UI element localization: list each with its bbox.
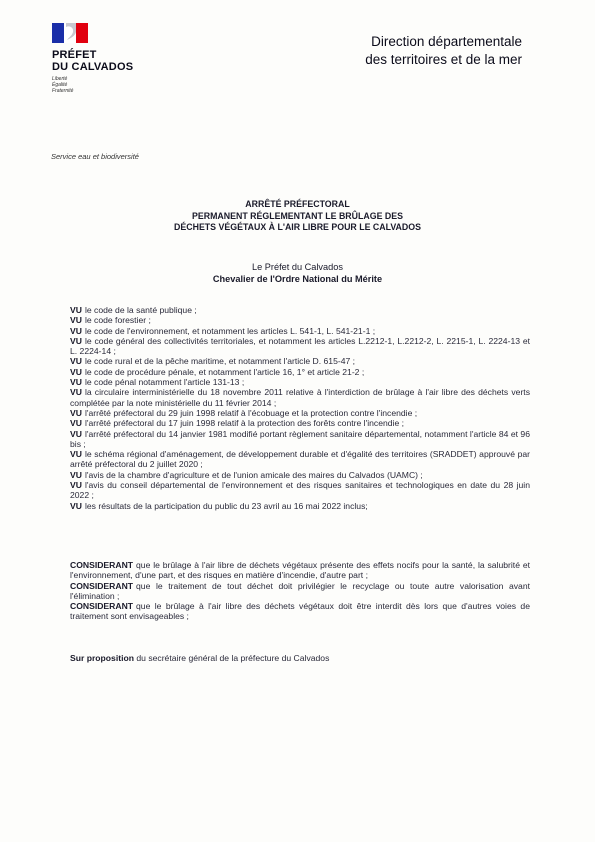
vu-item-text: l'arrêté préfectoral du 17 juin 1998 relatif à la protection des forêts contre l'incendie ; — [84, 418, 405, 429]
vu-item-text: la circulaire interministérielle du 18 novembre 2011 relative à l'interdiction de brûlage à l'air libre des déchets verts complétée par la note ministérielle du 11 février 2014 ; — [70, 387, 530, 408]
vu-item-text: le code de procédure pénale, et notamment l'article 16, 1° et article 21-2 ; — [84, 366, 365, 377]
motto-fraternite: Fraternité — [52, 88, 74, 94]
vu-item — [70, 501, 530, 511]
vu-item-text: le code de la santé publique ; — [84, 305, 197, 315]
vu-item-keyword: VU — [70, 418, 82, 429]
considerant-item-text: que le brûlage à l'air libre des déchets végétaux doit être interdit dès lors que d'autres voies de traitement sont envisageables ; — [70, 601, 530, 622]
considerant-item-text: que le traitement de tout déchet doit privilégier le recyclage ou toute autre valorisation avant l'élimination ; — [70, 580, 530, 601]
vu-item-text: les résultats de la participation du public du 23 avril au 16 mai 2022 inclus; — [84, 500, 368, 511]
vu-item — [70, 356, 530, 366]
direction-line-1: Direction départementale — [371, 34, 522, 49]
vu-item-text: le code forestier ; — [84, 315, 151, 326]
vu-item-keyword: VU — [70, 480, 82, 491]
vu-item — [70, 367, 530, 377]
decree-title-line-3: DÉCHETS VÉGÉTAUX À L'AIR LIBRE POUR LE CALVADOS — [174, 222, 421, 232]
proposal-keyword: Sur proposition — [70, 653, 134, 663]
vu-item — [70, 387, 530, 408]
vu-item — [70, 449, 530, 470]
considerant-item-keyword: CONSIDERANT — [70, 560, 134, 570]
vu-list — [70, 305, 530, 511]
vu-item-text: l'avis du conseil départemental de l'environnement et des risques sanitaires et technologiques en date du 28 juin 2022 ; — [70, 480, 530, 501]
motto-liberte: Liberté — [52, 76, 68, 82]
proposal-paragraph — [70, 653, 530, 663]
considerant-item-keyword: CONSIDERANT — [70, 601, 134, 612]
vu-item-text: l'arrêté préfectoral du 14 janvier 1981 modifié portant règlement sanitaire départemental, notamment l'article 84 et 96 bis ; — [70, 428, 530, 449]
prefet-line-1: Le Préfet du Calvados — [252, 262, 343, 272]
service-label: Service eau et biodiversité — [51, 152, 139, 161]
vu-item-keyword: VU — [70, 315, 82, 326]
logo-line-1: PRÉFET — [52, 49, 97, 61]
vu-item-keyword: VU — [70, 356, 82, 367]
vu-item-text: le code rural et de la pêche maritime, et notamment l'article D. 615-47 ; — [84, 356, 356, 367]
considerant-item-text: que le brûlage à l'air libre de déchets végétaux présente des effets nocifs pour la santé, la salubrité et l'environnement, d'une part, et des risques en matière d'incendie, d'autre part ; — [70, 560, 530, 581]
proposal-text: du secrétaire général de la préfecture du Calvados — [133, 653, 330, 663]
vu-item-keyword: VU — [70, 500, 82, 511]
logo-line-2: DU CALVADOS — [52, 61, 134, 73]
prefet-heading — [0, 261, 595, 285]
vu-item-text: le code de l'environnement, et notamment les articles L. 541-1, L. 541-21-1 ; — [84, 325, 376, 336]
vu-item-keyword: VU — [70, 325, 82, 336]
vu-item-text: le code général des collectivités territoriales, et notamment les articles L.2212-1, L.2212-2, L. 2215-1, L. 2224-13 et L. 2224-14 ; — [70, 335, 530, 357]
vu-item-text: l'arrêté préfectoral du 29 juin 1998 relatif à l'écobuage et la protection contre l'incendie ; — [84, 407, 418, 418]
motto-egalite: Égalité — [52, 82, 68, 88]
vu-item-text: le schéma régional d'aménagement, de développement durable et d'égalité des territoires (SRADDET) approuvé par arrêté préfectoral du 2 juillet 2020 ; — [70, 449, 530, 470]
vu-item — [70, 429, 530, 450]
vu-item — [70, 305, 530, 315]
logo-title — [52, 49, 162, 73]
decree-title-line-2: PERMANENT RÉGLEMENTANT LE BRÛLAGE DES — [192, 210, 403, 221]
direction-header — [365, 33, 522, 69]
vu-item-keyword: VU — [70, 305, 82, 315]
prefecture-logo — [52, 23, 162, 94]
decree-title — [0, 199, 595, 234]
vu-item-keyword: VU — [70, 449, 82, 460]
vu-item — [70, 336, 530, 357]
considerant-item — [70, 601, 530, 622]
considerant-item — [70, 560, 530, 581]
vu-item — [70, 315, 530, 325]
vu-item — [70, 408, 530, 418]
considerant-list — [70, 560, 530, 622]
vu-item-keyword: VU — [70, 377, 82, 388]
vu-item-keyword: VU — [70, 469, 82, 480]
vu-item-keyword: VU — [70, 407, 82, 418]
vu-item-keyword: VU — [70, 335, 82, 346]
vu-item — [70, 377, 530, 387]
considerant-item-keyword: CONSIDERANT — [70, 580, 134, 591]
vu-item — [70, 480, 530, 501]
marianne-emblem-icon — [52, 23, 88, 43]
vu-item-text: l'avis de la chambre d'agriculture et de l'union amicale des maires du Calvados (UAMC) ; — [84, 469, 423, 480]
vu-item-keyword: VU — [70, 428, 82, 439]
prefet-line-2: Chevalier de l'Ordre National du Mérite — [212, 274, 383, 284]
vu-item — [70, 326, 530, 336]
vu-item-keyword: VU — [70, 387, 82, 398]
considerant-item — [70, 581, 530, 602]
decree-title-line-1: ARRÊTÉ PRÉFECTORAL — [245, 199, 350, 209]
vu-item — [70, 418, 530, 428]
vu-item — [70, 470, 530, 480]
direction-line-2: des territoires et de la mer — [365, 52, 522, 67]
vu-item-keyword: VU — [70, 366, 82, 377]
republic-motto — [52, 76, 162, 94]
vu-item-text: le code pénal notamment l'article 131-13 ; — [84, 377, 245, 388]
